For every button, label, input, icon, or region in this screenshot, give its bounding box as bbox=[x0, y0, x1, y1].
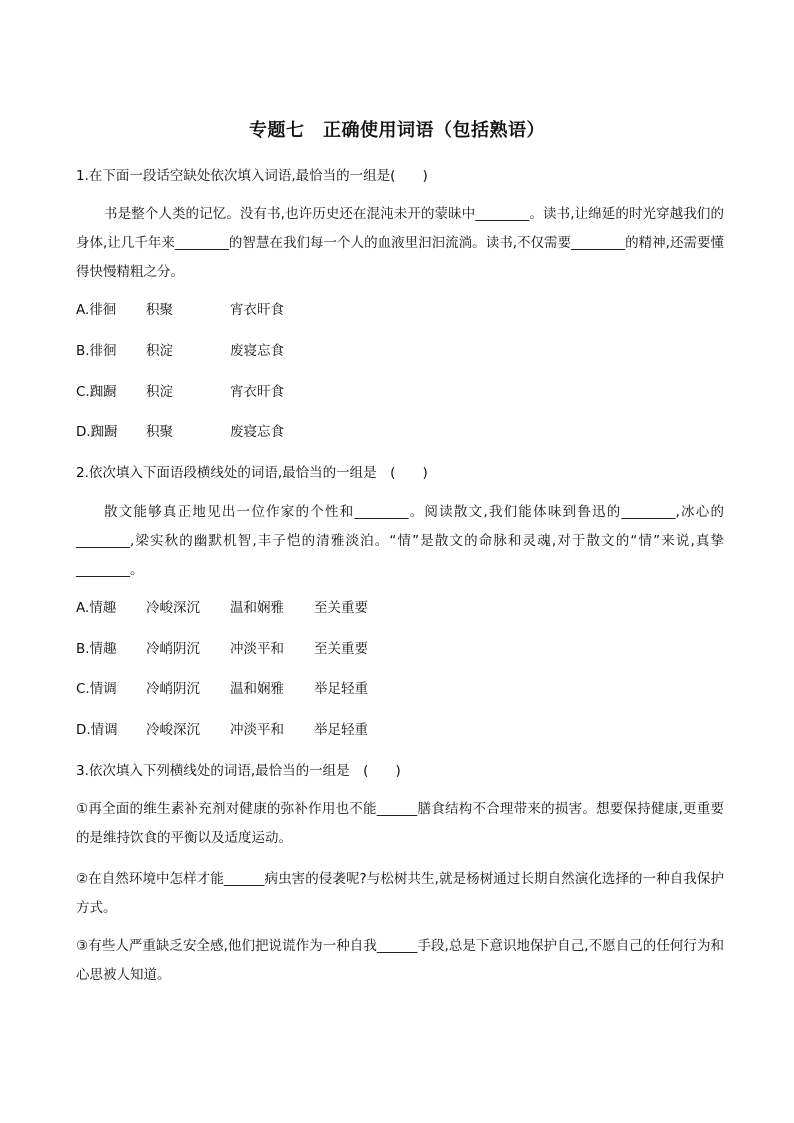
page-title: 专题七 正确使用词语（包括熟语） bbox=[249, 120, 545, 141]
option-word-2: 积淀 bbox=[146, 384, 173, 400]
question-1-option-c bbox=[76, 382, 284, 402]
option-word-3: 废寝忘食 bbox=[230, 424, 284, 440]
option-word-4: 举足轻重 bbox=[314, 722, 368, 738]
option-word-1: D.情调 bbox=[76, 722, 118, 738]
question-1-option-b bbox=[76, 341, 284, 361]
option-word-3: 温和娴雅 bbox=[230, 600, 284, 616]
option-word-2: 积聚 bbox=[146, 424, 173, 440]
option-word-2: 积聚 bbox=[146, 302, 173, 318]
option-word-1: C.情调 bbox=[76, 681, 117, 697]
option-word-2: 冷峻深沉 bbox=[146, 722, 200, 738]
question-2-passage: 散文能够真正地见出一位作家的个性和________。阅读散文,我们能体味到鲁迅的________,冰心的________,梁实秋的幽默机智,丰子恺的清雅淡泊。“情”是散文的命脉和灵魂,对于散文的“情”来说,真挚________。 bbox=[76, 504, 724, 578]
option-word-2: 积淀 bbox=[146, 343, 173, 359]
option-word-3: 宵衣旰食 bbox=[230, 384, 284, 400]
option-word-1: B.情趣 bbox=[76, 641, 117, 657]
option-word-1: B.徘徊 bbox=[76, 343, 117, 359]
question-1-option-d bbox=[76, 422, 284, 442]
question-2-option-a bbox=[76, 598, 368, 618]
option-word-3: 冲淡平和 bbox=[230, 641, 284, 657]
question-3-item-2: ②在自然环境中怎样才能______病虫害的侵袭呢?与松树共生,就是杨树通过长期自然演化选择的一种自我保护方式。 bbox=[76, 871, 724, 916]
option-word-1: D.踟蹰 bbox=[76, 424, 118, 440]
option-word-3: 冲淡平和 bbox=[230, 722, 284, 738]
question-2-option-c bbox=[76, 679, 368, 699]
option-word-1: C.踟蹰 bbox=[76, 384, 117, 400]
question-2-option-d bbox=[76, 720, 368, 740]
option-word-4: 至关重要 bbox=[314, 641, 368, 657]
question-2-option-b bbox=[76, 639, 368, 659]
question-1-option-a bbox=[76, 300, 284, 320]
question-2-stem: 2.依次填入下面语段横线处的词语,最恰当的一组是 ( ) bbox=[76, 465, 428, 481]
question-3-stem: 3.依次填入下列横线处的词语,最恰当的一组是 ( ) bbox=[76, 763, 401, 779]
option-word-2: 冷峭阴沉 bbox=[146, 681, 200, 697]
option-word-3: 宵衣旰食 bbox=[230, 302, 284, 318]
option-word-1: A.徘徊 bbox=[76, 302, 117, 318]
question-1-passage: 书是整个人类的记忆。没有书,也许历史还在混沌未开的蒙昧中________。读书,让绵延的时光穿越我们的身体,让几千年来________的智慧在我们每一个人的血液里汩汩流淌。读书,不仅需要________的精神,还需要懂得快慢精粗之分。 bbox=[76, 206, 724, 280]
option-word-4: 举足轻重 bbox=[314, 681, 368, 697]
option-word-2: 冷峻深沉 bbox=[146, 600, 200, 616]
option-word-3: 废寝忘食 bbox=[230, 343, 284, 359]
option-word-4: 至关重要 bbox=[314, 600, 368, 616]
question-3-item-3: ③有些人严重缺乏安全感,他们把说谎作为一种自我______手段,总是下意识地保护自己,不愿自己的任何行为和心思被人知道。 bbox=[76, 938, 724, 983]
question-1-stem: 1.在下面一段话空缺处依次填入词语,最恰当的一组是( ) bbox=[76, 168, 428, 184]
option-word-2: 冷峭阴沉 bbox=[146, 641, 200, 657]
question-3-item-1: ①再全面的维生素补充剂对健康的弥补作用也不能______膳食结构不合理带来的损害。想要保持健康,更重要的是维持饮食的平衡以及适度运动。 bbox=[76, 801, 724, 846]
option-word-1: A.情趣 bbox=[76, 600, 117, 616]
option-word-3: 温和娴雅 bbox=[230, 681, 284, 697]
